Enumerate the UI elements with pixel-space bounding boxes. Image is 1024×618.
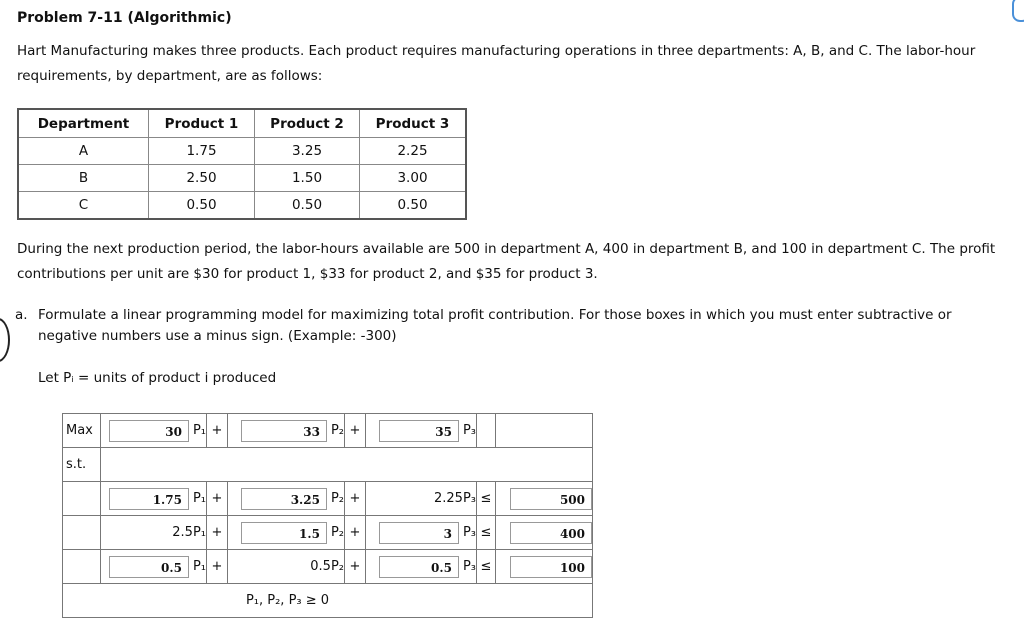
- c1-rhs-input[interactable]: 500: [510, 488, 592, 510]
- c2-rhs-input[interactable]: 400: [510, 522, 592, 544]
- cell: 3.25: [255, 138, 360, 165]
- constraint-row-3: [63, 550, 593, 584]
- table-row: [18, 165, 466, 192]
- plus-sign: +: [345, 550, 366, 584]
- labor-hours-table: [17, 108, 467, 220]
- plus-sign: +: [345, 414, 366, 448]
- empty-cell: [101, 448, 593, 482]
- c3-cell-3: [366, 550, 477, 584]
- c1-cell-1: [101, 482, 207, 516]
- var-p3: P₃: [462, 525, 476, 540]
- c2-cell-2: [228, 516, 345, 550]
- part-a-instructions: [17, 305, 1012, 347]
- c3-rhs-input[interactable]: 100: [510, 556, 592, 578]
- empty-cell: [477, 414, 496, 448]
- c2-term-1: 2.5P₁: [101, 516, 207, 550]
- c3-cell-1: [101, 550, 207, 584]
- cell: 1.75: [149, 138, 255, 165]
- c3-coef-1-input[interactable]: 0.5: [109, 556, 189, 578]
- c3-term-2: 0.5P₂: [228, 550, 345, 584]
- plus-sign: +: [207, 482, 228, 516]
- objective-coef-3-input[interactable]: 35: [379, 420, 459, 442]
- c1-coef-2-input[interactable]: 3.25: [241, 488, 327, 510]
- var-p3: P₃: [462, 423, 476, 438]
- c1-cell-2: [228, 482, 345, 516]
- cell: 0.50: [255, 192, 360, 220]
- cell: 0.50: [360, 192, 467, 220]
- availability-paragraph: During the next production period, the labor-hours available are 500 in department A, 400 in department B, and 100 in department C. The profit contributions per unit are $30 for product 1, $33 for product 2, and $35 for product 3.: [17, 241, 996, 282]
- scroll-tab[interactable]: [1012, 0, 1024, 22]
- intro-paragraph: Hart Manufacturing makes three products. Each product requires manufacturing operations in three departments: A, B, and C. The labor-hour requirements, by department, are as follows:: [17, 43, 976, 84]
- plus-sign: +: [345, 516, 366, 550]
- objective-coef-1-input[interactable]: 30: [109, 420, 189, 442]
- var-p2: P₂: [330, 525, 344, 540]
- var-p1: P₁: [192, 491, 206, 506]
- plus-sign: +: [207, 516, 228, 550]
- nonnegativity-constraint: P₁, P₂, P₃ ≥ 0: [63, 584, 593, 618]
- c3-rhs-cell: [496, 550, 593, 584]
- empty-cell: [496, 414, 593, 448]
- plus-sign: +: [345, 482, 366, 516]
- c2-coef-2-input[interactable]: 1.5: [241, 522, 327, 544]
- part-a-label: a.: [15, 307, 28, 323]
- lp-model-table: [62, 413, 593, 618]
- nonnegativity-row: [63, 584, 593, 618]
- c3-coef-3-input[interactable]: 0.5: [379, 556, 459, 578]
- c2-cell-3: [366, 516, 477, 550]
- cell: 0.50: [149, 192, 255, 220]
- header-department: Department: [18, 109, 149, 138]
- empty-cell: [63, 550, 101, 584]
- table-row: [18, 138, 466, 165]
- cell: 2.25: [360, 138, 467, 165]
- leq-sign: ≤: [477, 482, 496, 516]
- cell: 2.50: [149, 165, 255, 192]
- c2-rhs-cell: [496, 516, 593, 550]
- part-a-text: Formulate a linear programming model for maximizing total profit contribution. For those boxes in which you must enter subtractive or negative numbers use a minus sign. (Example: -300): [38, 307, 952, 344]
- header-product-2: Product 2: [255, 109, 360, 138]
- cell: 3.00: [360, 165, 467, 192]
- constraint-row-2: [63, 516, 593, 550]
- cell: B: [18, 165, 149, 192]
- c1-rhs-cell: [496, 482, 593, 516]
- var-p1: P₁: [192, 559, 206, 574]
- empty-cell: [63, 516, 101, 550]
- empty-cell: [63, 482, 101, 516]
- obj-cell-3: [366, 414, 477, 448]
- max-label: Max: [63, 414, 101, 448]
- c1-term-3: 2.25P₃: [366, 482, 477, 516]
- leq-sign: ≤: [477, 550, 496, 584]
- obj-cell-1: [101, 414, 207, 448]
- st-row: [63, 448, 593, 482]
- variable-definition: Let Pᵢ = units of product i produced: [38, 370, 277, 386]
- plus-sign: +: [207, 414, 228, 448]
- var-p2: P₂: [330, 491, 344, 506]
- c1-coef-1-input[interactable]: 1.75: [109, 488, 189, 510]
- problem-title: Problem 7-11 (Algorithmic): [17, 10, 232, 26]
- leq-sign: ≤: [477, 516, 496, 550]
- cell: C: [18, 192, 149, 220]
- header-product-1: Product 1: [149, 109, 255, 138]
- var-p1: P₁: [192, 423, 206, 438]
- c2-coef-3-input[interactable]: 3: [379, 522, 459, 544]
- constraint-row-1: [63, 482, 593, 516]
- table-row: [18, 192, 466, 220]
- objective-row: [63, 414, 593, 448]
- header-product-3: Product 3: [360, 109, 467, 138]
- st-label: s.t.: [63, 448, 101, 482]
- var-p2: P₂: [330, 423, 344, 438]
- plus-sign: +: [207, 550, 228, 584]
- cell: A: [18, 138, 149, 165]
- var-p3: P₃: [462, 559, 476, 574]
- cell: 1.50: [255, 165, 360, 192]
- objective-coef-2-input[interactable]: 33: [241, 420, 327, 442]
- edge-circle-marker: [0, 318, 10, 362]
- obj-cell-2: [228, 414, 345, 448]
